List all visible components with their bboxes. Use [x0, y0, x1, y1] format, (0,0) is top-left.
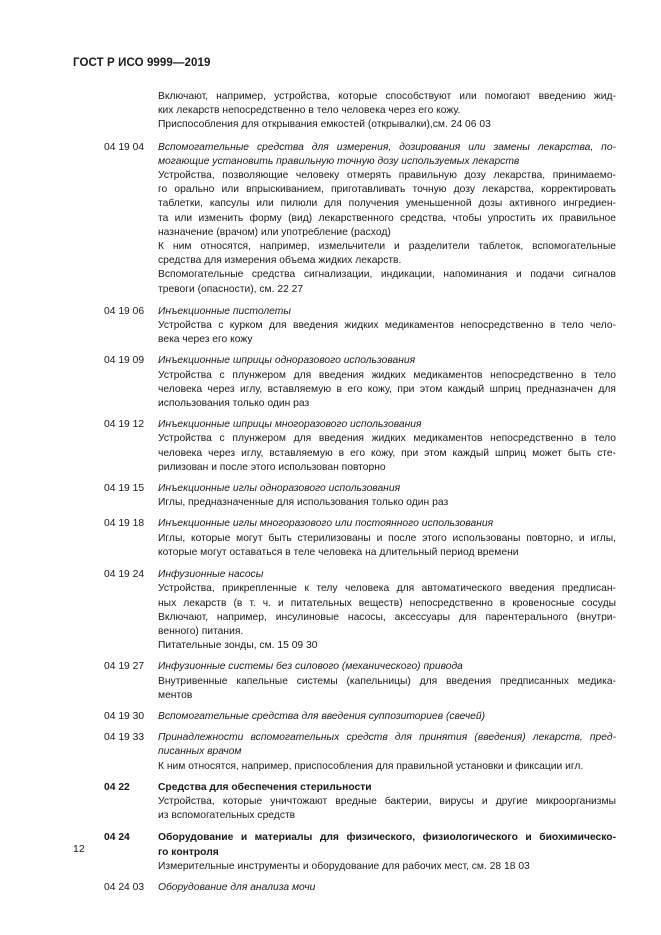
entry-code: 04 24	[104, 832, 130, 844]
entry-code: 04 19 12	[104, 419, 145, 431]
entry-text-line: Устройства с курком для введения жидких медикаментов непосредственно в тело чело-	[158, 320, 616, 332]
entry-text-line: Устройства, позволяющие человеку отмерять правильную дозу лекарства, принимаемо-	[158, 170, 616, 182]
entry-body	[158, 354, 616, 411]
entry-text-line: тревоги (опасности), см. 22 27	[158, 283, 304, 295]
entry-text-line: Измерительные инструменты и оборудование для рабочих мест, см. 28 18 03	[158, 860, 530, 872]
entry-continuation	[104, 90, 616, 133]
entry-04-19-27	[104, 660, 616, 703]
entry-text-line: Включают, например, инсулиновые насосы, аксессуары для парентерального (внутри-	[158, 611, 616, 623]
entry-text-line: Иглы, которые могут быть стерилизованы и после этого использованы повторно, и иглы,	[158, 532, 616, 544]
entry-text-line: могающие установить правильную точную дозу используемых лекарств	[158, 155, 520, 167]
entry-text-line: ких лекарств непосредственно в тело человека через его кожу.	[158, 105, 461, 117]
entry-text-line: Устройства с плунжером для введения жидких медикаментов непосредственно в тело	[158, 433, 616, 445]
entry-code	[104, 90, 158, 133]
entry-heading: Оборудование и материалы для физического, физиологического и биохимическо-	[158, 832, 616, 844]
entry-body	[158, 517, 616, 560]
entry-04-19-30	[104, 710, 616, 724]
entry-text-line: века через его кожу	[158, 334, 253, 346]
entry-code: 04 19 15	[104, 483, 145, 495]
entry-text-line: Устройства, прикрепленные к телу человека для автоматического введения предписан-	[158, 583, 616, 595]
entry-body	[158, 731, 616, 774]
entry-text-line: ных лекарств (в т. ч. и питательных веществ) непосредственно в кровеносные сосуды	[158, 597, 616, 609]
entry-04-22	[104, 781, 616, 824]
entry-heading: Оборудование для анализа мочи	[158, 881, 316, 893]
entry-heading: Средства для обеспечения стерильности	[158, 781, 372, 793]
classification-list	[104, 90, 616, 895]
entry-heading: Принадлежности вспомогательных средств для принятия (введения) лекарств, пред-	[158, 732, 616, 744]
entry-body	[158, 881, 616, 895]
entry-body	[158, 781, 616, 824]
entry-text-line: из вспомогательных средств	[158, 810, 296, 822]
entry-text-line: Иглы, предназначенные для использования только один раз	[158, 497, 449, 509]
entry-04-19-04	[104, 141, 616, 297]
entry-text-line: го контроля	[158, 846, 219, 858]
entry-04-19-33	[104, 731, 616, 774]
entry-code: 04 19 30	[104, 710, 145, 722]
standard-header: ГОСТ Р ИСО 9999—2019	[73, 57, 211, 69]
entry-body	[158, 710, 616, 724]
entry-heading: Инъекционные пистолеты	[158, 305, 291, 317]
entry-heading: Вспомогательные средства для введения суппозиториев (свечей)	[158, 710, 486, 722]
entry-text-line: назначение (врачом) или употребление (расход)	[158, 226, 391, 238]
entry-code: 04 19 24	[104, 569, 145, 581]
entry-04-19-24	[104, 568, 616, 653]
entry-04-19-15	[104, 482, 616, 510]
entry-heading: Инъекционные шприцы одноразового использования	[158, 355, 416, 367]
entry-text-line: человека через иглу, вставляемую в его кожу, при этом каждый шприц предназначен для	[158, 383, 616, 395]
entry-04-24-03	[104, 881, 616, 895]
entry-body	[158, 482, 616, 510]
entry-text-line: Вспомогательные средства сигнализации, индикации, напоминания и подачи сигналов	[158, 269, 616, 281]
entry-text-line: человека через иглу, вставляемую в его кожу, при этом каждый шприц может быть сте-	[158, 447, 616, 459]
entry-text-line: Внутривенные капельные системы (капельницы) для введения предписанных медика-	[158, 675, 616, 687]
entry-text-line: венного) питания.	[158, 625, 244, 637]
entry-body	[158, 418, 616, 475]
entry-04-19-12	[104, 418, 616, 475]
entry-text-line: го орально или впрыскиванием, приготавливать точную дозу лекарства, корректировать	[158, 184, 616, 196]
entry-text-line: та или изменить форму (вид) лекарственного средства, чтобы упростить их правильное	[158, 212, 616, 224]
entry-text-line: таблетки, капсулы или пилюли для получения уменьшенной дозы активного ингредиен-	[158, 198, 616, 210]
entry-heading: Инфузионные насосы	[158, 569, 264, 581]
entry-body	[158, 660, 616, 703]
entry-04-19-18	[104, 517, 616, 560]
entry-text-line: ментов	[158, 689, 193, 701]
entry-heading: Инъекционные иглы многоразового или постоянного использования	[158, 518, 494, 530]
entry-body	[158, 90, 616, 133]
entry-text-line: Приспособления для открывания емкостей (открывалки),см. 24 06 03	[158, 119, 491, 131]
entry-heading: Инъекционные шприцы многоразового использования	[158, 419, 422, 431]
entry-text-line: Устройства с плунжером для введения жидких медикаментов непосредственно в тело	[158, 369, 616, 381]
entry-body	[158, 831, 616, 874]
entry-body	[158, 141, 616, 297]
entry-code: 04 19 04	[104, 141, 145, 153]
entry-code: 04 22	[104, 781, 130, 793]
entry-heading: Инфузионные системы без силового (механического) привода	[158, 661, 463, 673]
entry-heading: Инъекционные иглы одноразового использования	[158, 483, 401, 495]
entry-text-line: Включают, например, устройства, которые способствуют или помогают введению жид-	[158, 91, 616, 102]
entry-text-line: рилизован и после этого использован повторно	[158, 461, 386, 473]
entry-04-19-09	[104, 354, 616, 411]
entry-body	[158, 305, 616, 348]
entry-text-line: К ним относятся, например, приспособления для правильной установки и фиксации игл.	[158, 760, 584, 772]
entry-04-19-06	[104, 305, 616, 348]
entry-text-line: использования только один раз	[158, 398, 310, 410]
entry-code: 04 19 09	[104, 355, 145, 367]
entry-code: 04 19 18	[104, 518, 145, 530]
entry-text-line: которые могут оставаться в теле человека на длительный период времени	[158, 546, 519, 558]
entry-text-line: средства для измерения объема жидких лекарств.	[158, 255, 402, 267]
entry-code: 04 19 27	[104, 661, 145, 673]
page-number: 12	[73, 843, 85, 855]
entry-code: 04 19 06	[104, 305, 145, 317]
entry-text-line: К ним относятся, например, измельчители и разделители таблеток, вспомогательные	[158, 241, 616, 253]
entry-text-line: Питательные зонды, см. 15 09 30	[158, 640, 318, 652]
entry-text-line: Устройства, которые уничтожают вредные бактерии, вирусы и другие микроорганизмы	[158, 795, 616, 807]
entry-text-line: писанных врачом	[158, 746, 242, 758]
entry-04-24	[104, 831, 616, 874]
entry-code: 04 19 33	[104, 732, 145, 744]
entry-body	[158, 568, 616, 653]
entry-heading: Вспомогательные средства для измерения, дозирования или замены лекарства, по-	[158, 141, 616, 153]
entry-code: 04 24 03	[104, 881, 145, 893]
